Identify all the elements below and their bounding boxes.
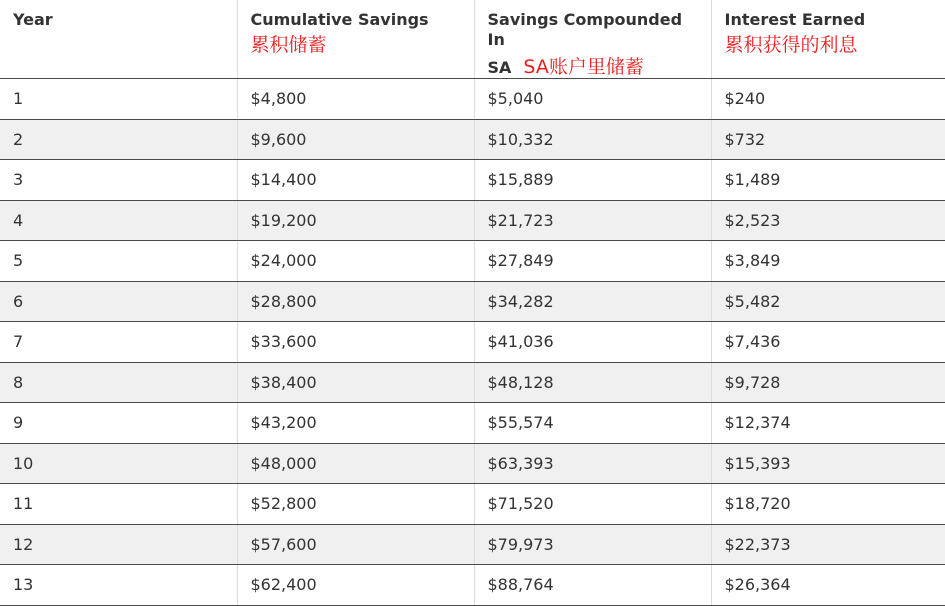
cell-compounded: $41,036	[474, 322, 711, 363]
cell-year: 13	[0, 565, 237, 606]
cell-cumulative: $38,400	[237, 362, 474, 403]
cell-compounded: $27,849	[474, 241, 711, 282]
cell-interest: $2,523	[711, 200, 945, 241]
table-body	[0, 79, 945, 606]
cell-interest: $732	[711, 119, 945, 160]
cell-compounded: $10,332	[474, 119, 711, 160]
header-cumulative-savings	[237, 0, 474, 79]
table-row	[0, 443, 945, 484]
cell-cumulative: $57,600	[237, 524, 474, 565]
table-row	[0, 403, 945, 444]
cell-compounded: $5,040	[474, 79, 711, 120]
cell-interest: $5,482	[711, 281, 945, 322]
cell-interest: $22,373	[711, 524, 945, 565]
cell-cumulative: $62,400	[237, 565, 474, 606]
cell-cumulative: $33,600	[237, 322, 474, 363]
cell-cumulative: $52,800	[237, 484, 474, 525]
table-row	[0, 484, 945, 525]
cell-year: 6	[0, 281, 237, 322]
cell-compounded: $21,723	[474, 200, 711, 241]
cell-compounded: $71,520	[474, 484, 711, 525]
cell-cumulative: $9,600	[237, 119, 474, 160]
header-compounded-label-sa: SA	[487, 58, 512, 77]
table-row	[0, 119, 945, 160]
cell-year: 9	[0, 403, 237, 444]
cell-interest: $26,364	[711, 565, 945, 606]
table-row	[0, 160, 945, 201]
cell-year: 1	[0, 79, 237, 120]
cell-interest: $15,393	[711, 443, 945, 484]
header-interest-earned	[711, 0, 945, 79]
cell-cumulative: $48,000	[237, 443, 474, 484]
cell-cumulative: $43,200	[237, 403, 474, 444]
cell-year: 7	[0, 322, 237, 363]
table-row	[0, 565, 945, 606]
header-compounded-label: Savings Compounded In	[487, 10, 683, 49]
cell-interest: $1,489	[711, 160, 945, 201]
cell-interest: $240	[711, 79, 945, 120]
header-interest-label: Interest Earned	[724, 10, 866, 29]
cell-cumulative: $19,200	[237, 200, 474, 241]
header-year-label: Year	[13, 10, 53, 29]
table-header	[0, 0, 945, 79]
table-row	[0, 79, 945, 120]
cell-interest: $7,436	[711, 322, 945, 363]
cell-compounded: $15,889	[474, 160, 711, 201]
cell-compounded: $63,393	[474, 443, 711, 484]
header-year	[0, 0, 237, 79]
cell-compounded: $48,128	[474, 362, 711, 403]
cell-year: 11	[0, 484, 237, 525]
cell-year: 12	[0, 524, 237, 565]
cell-interest: $3,849	[711, 241, 945, 282]
table-row	[0, 200, 945, 241]
cell-compounded: $34,282	[474, 281, 711, 322]
table-row	[0, 241, 945, 282]
cell-cumulative: $28,800	[237, 281, 474, 322]
cell-cumulative: $24,000	[237, 241, 474, 282]
cell-cumulative: $14,400	[237, 160, 474, 201]
cell-year: 8	[0, 362, 237, 403]
cell-year: 2	[0, 119, 237, 160]
table-row	[0, 524, 945, 565]
cell-compounded: $79,973	[474, 524, 711, 565]
cell-interest: $18,720	[711, 484, 945, 525]
cell-cumulative: $4,800	[237, 79, 474, 120]
header-cumulative-label: Cumulative Savings	[250, 10, 429, 29]
header-savings-compounded	[474, 0, 711, 79]
cell-year: 5	[0, 241, 237, 282]
cell-compounded: $88,764	[474, 565, 711, 606]
cell-interest: $9,728	[711, 362, 945, 403]
header-row	[0, 0, 945, 79]
cell-year: 10	[0, 443, 237, 484]
table-row	[0, 322, 945, 363]
cell-interest: $12,374	[711, 403, 945, 444]
table-row	[0, 281, 945, 322]
table-row	[0, 362, 945, 403]
cell-year: 3	[0, 160, 237, 201]
cell-compounded: $55,574	[474, 403, 711, 444]
header-compounded-annotation: SA账户里储蓄	[523, 56, 644, 78]
header-cumulative-annotation: 累积储蓄	[250, 34, 327, 56]
header-interest-annotation: 累积获得的利息	[724, 34, 858, 56]
cell-year: 4	[0, 200, 237, 241]
